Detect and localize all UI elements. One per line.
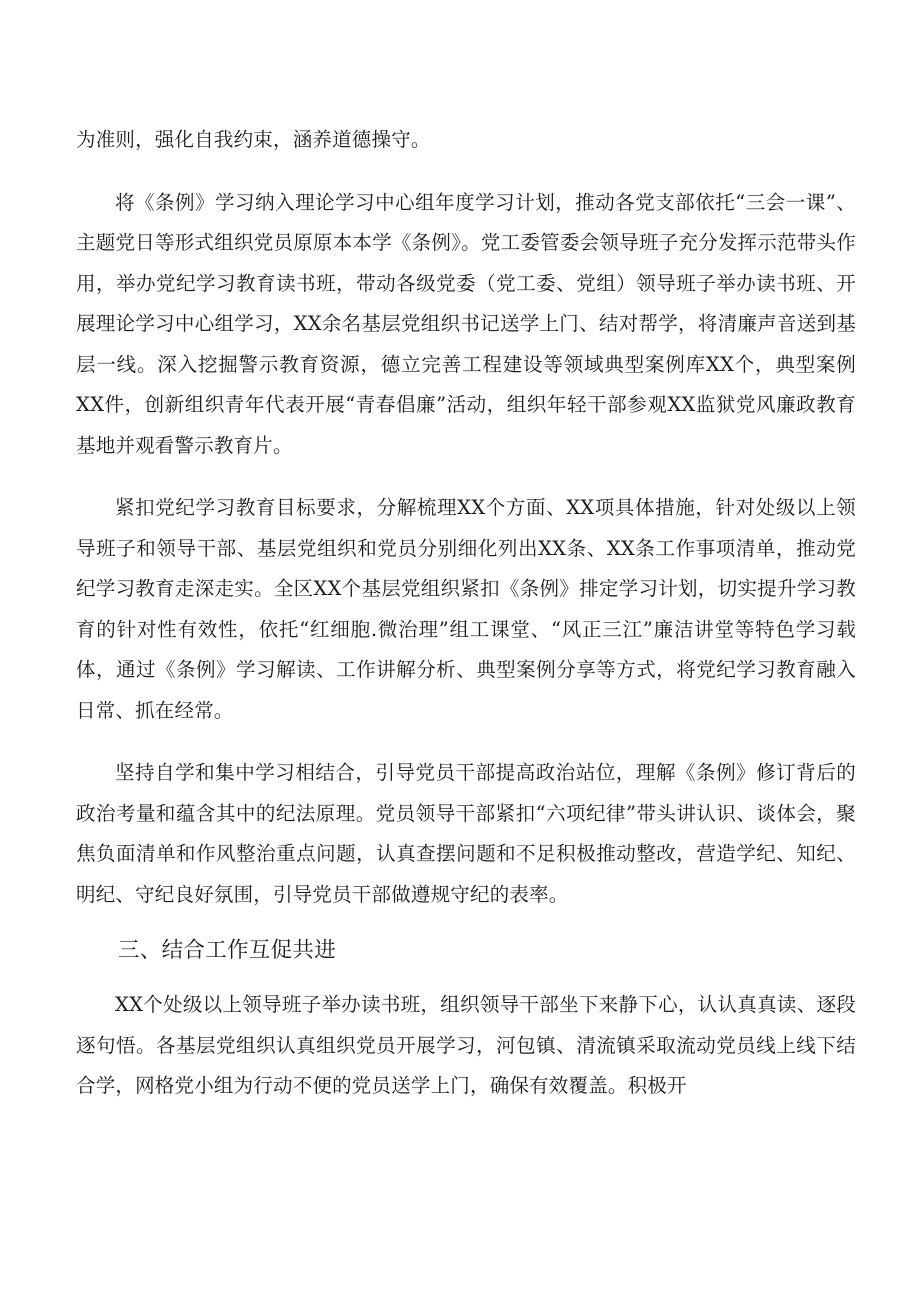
paragraph-self-study: 坚持自学和集中学习相结合，引导党员干部提高政治站位，理解《条例》修订背后的政治考量和蕴含其中的纪法原理。党员领导干部紧扣“六项纪律”带头讲认识、谈体会，聚焦负面清单和作风整治重点问题，认真查摆问题和不足积极推动整改，营造学纪、知纪、明纪、守纪良好氛围，引导党员干部做遵规守纪的表率。	[76, 761, 856, 906]
section-heading: 三、结合工作互促共进	[118, 938, 337, 963]
paragraph-continued: 为准则，强化自我约束，涵养道德操守。	[76, 128, 431, 151]
document-page	[76, 120, 856, 1107]
paragraph-education-goals: 紧扣党纪学习教育目标要求，分解梳理XX个方面、XX项具体措施，针对处级以上领导班子和领导干部、基层党组织和党员分别细化列出XX条、XX条工作事项清单，推动党纪学习教育走深走实。全区XX个基层党组织紧扣《条例》排定学习计划，切实提升学习教育的针对性有效性，依托“红细胞.微治理”组工课堂、“风正三江”廉洁讲堂等特色学习载体，通过《条例》学习解读、工作讲解分析、典型案例分享等方式，将党纪学习教育融入日常、抓在经常。	[76, 496, 856, 722]
paragraph-study-plan: 将《条例》学习纳入理论学习中心组年度学习计划，推动各党支部依托“三会一课”、主题党日等形式组织党员原原本本学《条例》。党工委管委会领导班子充分发挥示范带头作用，举办党纪学习教育读书班，带动各级党委（党工委、党组）领导班子举办读书班、开展理论学习中心组学习，XX余名基层党组织书记送学上门、结对帮学，将清廉声音送到基层一线。深入挖掘警示教育资源，德立完善工程建设等领域典型案例库XX个，典型案例XX件，创新组织青年代表开展“青春倡廉”活动，组织年轻干部参观XX监狱党风廉政教育基地并观看警示教育片。	[76, 190, 856, 457]
paragraph-reading-class: XX个处级以上领导班子举办读书班，组织领导干部坐下来静下心，认认真真读、逐段逐句悟。各基层党组织认真组织党员开展学习，河包镇、清流镇采取流动党员线上线下结合学，网格党小组为行动不便的党员送学上门，确保有效覆盖。积极开	[76, 993, 856, 1097]
